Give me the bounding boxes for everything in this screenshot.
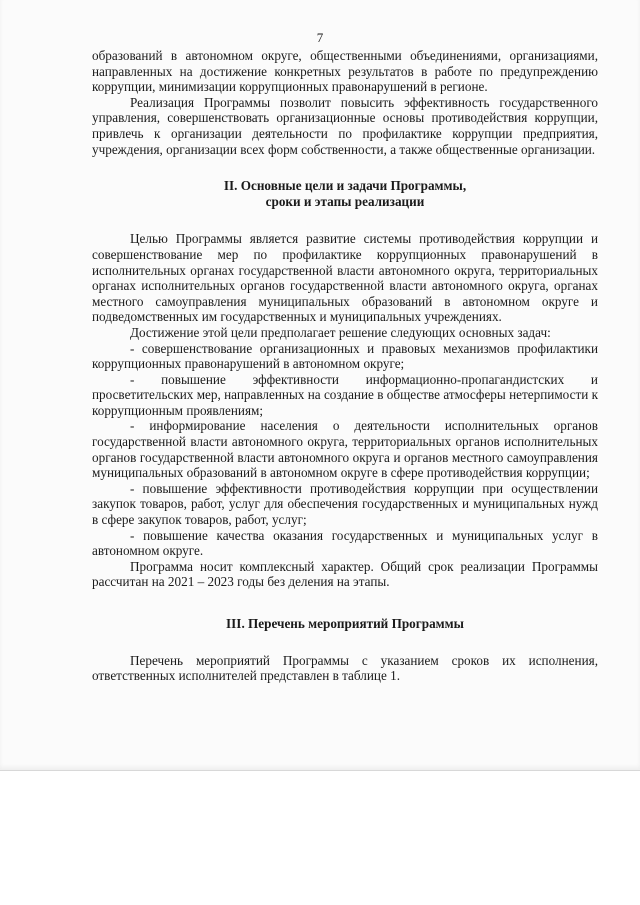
paragraph-activities-list: Перечень мероприятий Программы с указанием сроков их исполнения, ответственных исполнителей представлен в таблице 1. — [92, 652, 598, 684]
page-content — [92, 48, 598, 684]
task-item: - повышение качества оказания государственных и муниципальных услуг в автономном округе. — [92, 527, 598, 559]
paragraph-goal: Целью Программы является развитие системы противодействия коррупции и совершенствование мер по профилактике коррупционных правонарушений в исполнительных органах государственной власти автономного округа, территориальных органах исполнительных органов государственной власти автономного округа, органах местного самоуправления муниципальных образований в автономном округе и подведомственных им государственных и муниципальных учреждениях. — [92, 231, 598, 325]
tasks-list — [92, 341, 598, 559]
task-item: - повышение эффективности противодействия коррупции при осуществлении закупок товаров, работ, услуг для обеспечения государственных и муниципальных нужд в сфере закупок товаров, работ, услуг; — [92, 480, 598, 528]
task-item: - информирование населения о деятельности исполнительных органов государственной власти автономного округа, территориальных органов исполнительных органов государственной власти автономного округа и органов местного самоуправления муниципальных образований в автономном округе в сфере противодействия коррупции; — [92, 418, 598, 481]
page-number: 7 — [316, 30, 324, 45]
section-3-heading: III. Перечень мероприятий Программы — [226, 616, 464, 631]
section-2-title-line-1: II. Основные цели и задачи Программы, — [223, 178, 467, 194]
paragraph-implementation: Реализация Программы позволит повысить эффективность государственного управления, совершенствовать организационные основы противодействия коррупции, привлечь к организации деятельности по профилактике коррупции предприятия, учреждения, организации всех форм собственности, а также общественные организации. — [92, 94, 598, 157]
task-item: - повышение эффективности информационно-пропагандистских и просветительских мер, направленных на создание в обществе атмосферы нетерпимости к коррупционным проявлениям; — [92, 371, 598, 418]
section-2-heading — [92, 178, 598, 209]
paragraph-program-term: Программа носит комплексный характер. Общий срок реализации Программы рассчитан на 2021 – 2023 годы без деления на этапы. — [92, 558, 598, 590]
task-item: - совершенствование организационных и правовых механизмов профилактики коррупционных правонарушений в автономном округе; — [92, 340, 598, 372]
paragraph-tasks-intro: Достижение этой цели предполагает решение следующих основных задач: — [130, 324, 551, 340]
paragraph-continuation: образований в автономном округе, общественными объединениями, организациями, направленных на достижение конкретных результатов в работе по предупреждению коррупции, минимизации коррупционных правонарушений в регионе. — [92, 48, 598, 95]
section-2-title-line-2: сроки и этапы реализации — [265, 193, 425, 209]
